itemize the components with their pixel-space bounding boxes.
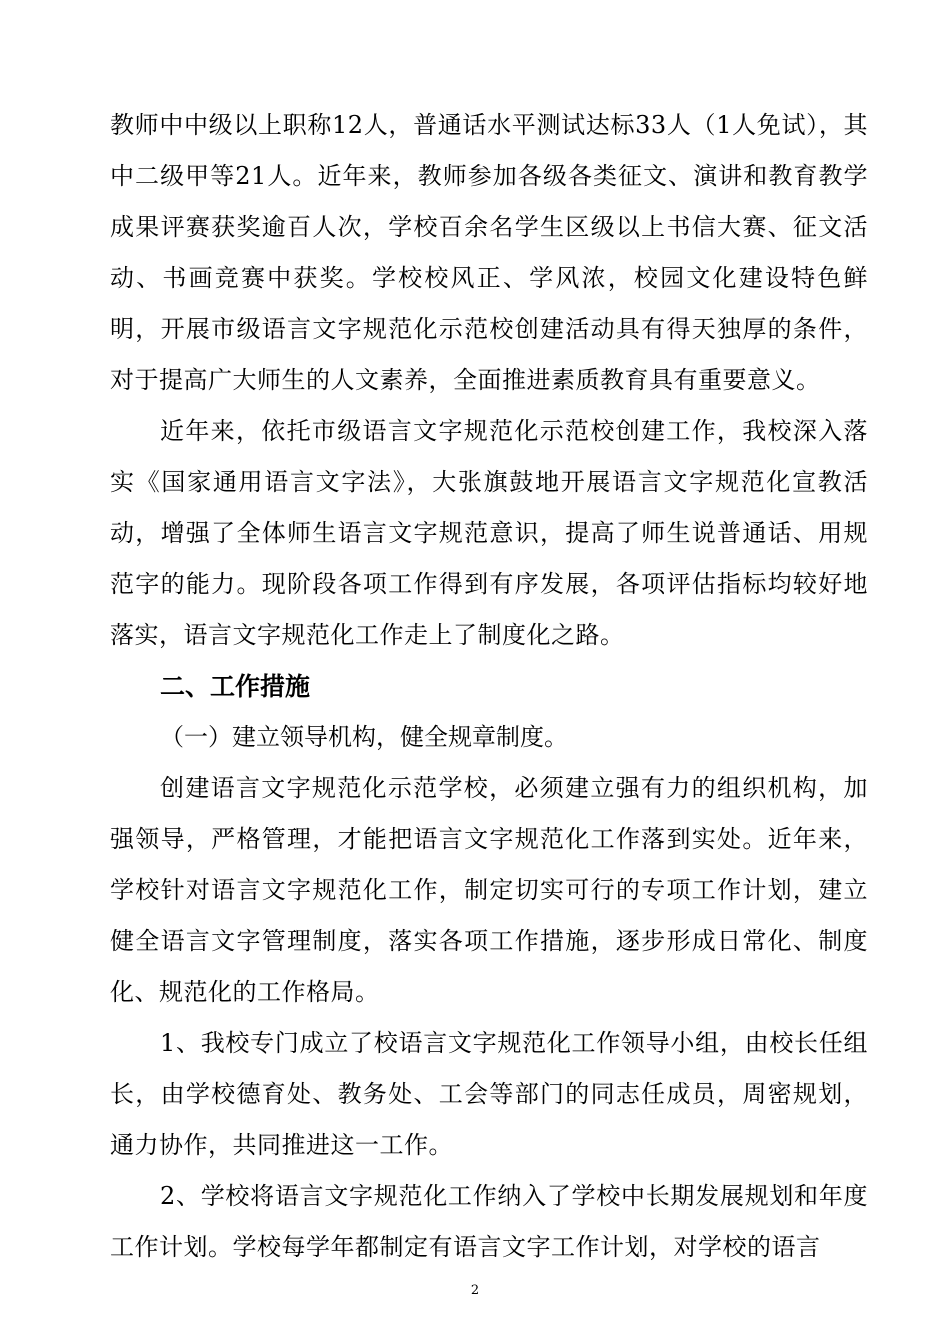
paragraph-item-2: 2、学校将语言文字规范化工作纳入了学校中长期发展规划和年度工作计划。学校每学年都制定有语言文字工作计划，对学校的语言 <box>110 1182 868 1261</box>
document-page <box>110 100 868 1273</box>
subsection-heading-leadership: （一）建立领导机构，健全规章制度。 <box>160 723 568 751</box>
paragraph-organization: 创建语言文字规范化示范学校，必须建立强有力的组织机构，加强领导，严格管理，才能把语言文字规范化工作落到实处。近年来，学校针对语言文字规范化工作，制定切实可行的专项工作计划，建立健全语言文字管理制度，落实各项工作措施，逐步形成日常化、制度化、规范化的工作格局。 <box>110 774 868 1006</box>
paragraph-staff-qualifications: 教师中中级以上职称12人，普通话水平测试达标33人（1人免试），其中二级甲等21人。近年来，教师参加各级各类征文、演讲和教育教学成果评赛获奖逾百人次，学校百余名学生区级以上书信大赛、征文活动、书画竞赛中获奖。学校校风正、学风浓，校园文化建设特色鲜明，开展市级语言文字规范化示范校创建活动具有得天独厚的条件，对于提高广大师生的人文素养，全面推进素质教育具有重要意义。 <box>110 111 868 394</box>
section-heading-work-measures: 二、工作措施 <box>160 672 311 701</box>
paragraph-recent-work: 近年来，依托市级语言文字规范化示范校创建工作，我校深入落实《国家通用语言文字法》，大张旗鼓地开展语言文字规范化宣教活动，增强了全体师生语言文字规范意识，提高了师生说普通话、用规范字的能力。现阶段各项工作得到有序发展，各项评估指标均较好地落实，语言文字规范化工作走上了制度化之路。 <box>110 417 868 649</box>
page-number: 2 <box>470 1283 480 1298</box>
paragraph-item-1: 1、我校专门成立了校语言文字规范化工作领导小组，由校长任组长，由学校德育处、教务处、工会等部门的同志任成员，周密规划，通力协作，共同推进这一工作。 <box>110 1029 868 1159</box>
